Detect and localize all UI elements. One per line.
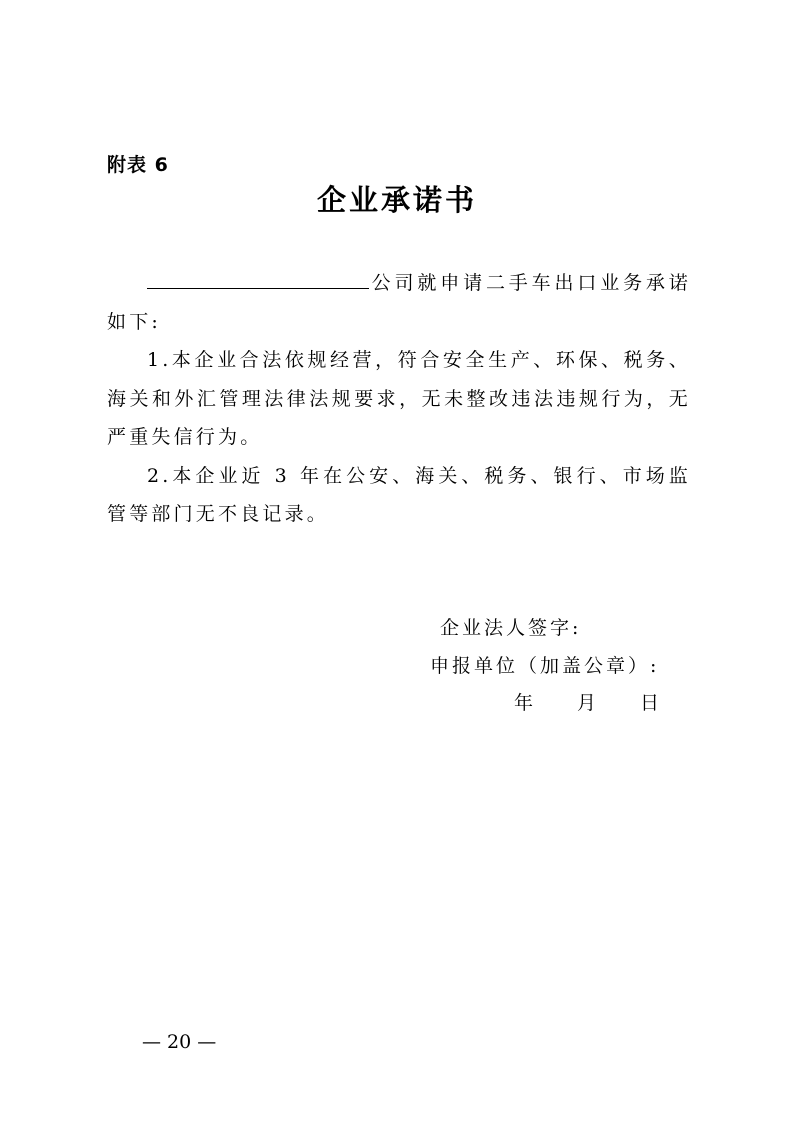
clause-1: 1.本企业合法依规经营，符合安全生产、环保、税务、海关和外汇管理法律法规要求，无未整改违法违规行为，无严重失信行为。 [107, 349, 691, 448]
company-name-blank [147, 266, 369, 289]
intro-paragraph [107, 264, 691, 341]
date-line [514, 690, 662, 716]
page-number-dash-right: — [197, 1031, 217, 1053]
document-title: 企业承诺书 [316, 183, 477, 217]
date-month-label: 月 [577, 692, 600, 714]
page-number-dash-left: — [142, 1031, 161, 1053]
page-number [142, 1029, 216, 1055]
date-day-label: 日 [640, 692, 663, 714]
date-year-label: 年 [514, 692, 537, 714]
applicant-unit-seal-label: 申报单位（加盖公章）: [430, 655, 660, 677]
document-body [107, 264, 691, 534]
page-number-value: 20 [167, 1031, 192, 1053]
intro-text: 公司就申请二手车出口业务承诺如下: [107, 272, 691, 333]
attachment-label: 附表 6 [107, 154, 169, 176]
clause-2: 2.本企业近 3 年在公安、海关、税务、银行、市场监管等部门无不良记录。 [107, 464, 691, 525]
legal-person-signature-label: 企业法人签字: [440, 617, 582, 639]
